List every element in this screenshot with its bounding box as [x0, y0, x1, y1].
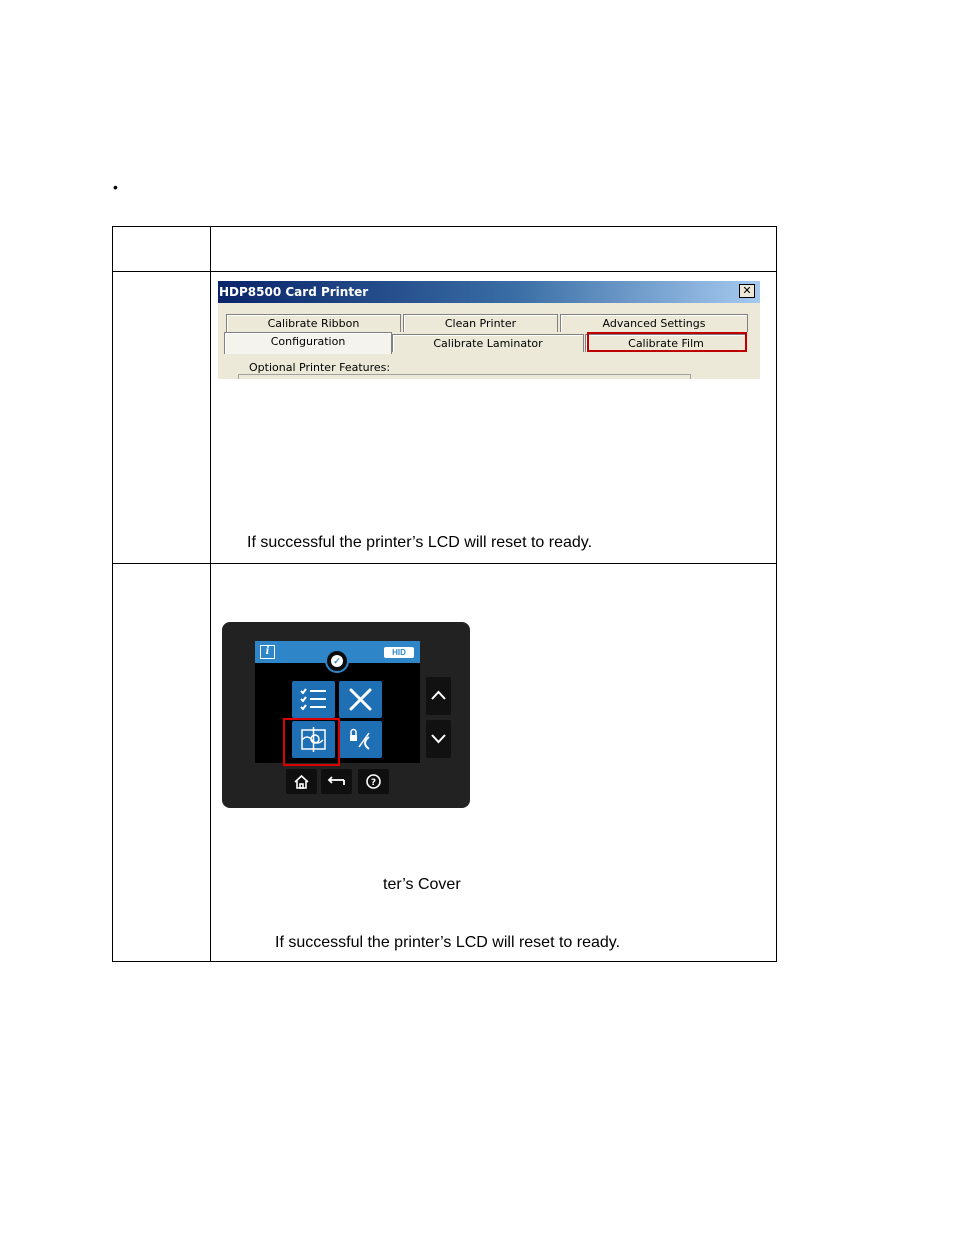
scroll-up-button[interactable] [426, 677, 451, 715]
row2-partial-text: ter’s Cover [383, 876, 461, 893]
bullet-point: • [113, 179, 118, 195]
row2-result-text: If successful the printer’s LCD will reset to ready. [275, 934, 621, 951]
help-button[interactable] [358, 769, 389, 794]
scroll-down-button[interactable] [426, 720, 451, 758]
home-button[interactable] [286, 769, 317, 794]
calibrate-film-highlight [587, 332, 747, 352]
printer-dialog-screenshot [218, 281, 760, 379]
row1-result-text: If successful the printer’s LCD will reset to ready. [247, 534, 593, 551]
tab-advanced-settings[interactable]: Advanced Settings [560, 314, 748, 332]
row-divider-1 [113, 563, 776, 564]
lcd-screen [255, 641, 420, 763]
column-divider [210, 227, 211, 961]
optional-features-group [238, 374, 691, 379]
printer-lcd-screenshot [222, 622, 470, 808]
close-icon[interactable]: ✕ [739, 284, 755, 298]
tab-configuration[interactable]: Configuration [224, 332, 392, 354]
tab-clean-printer[interactable]: Clean Printer [403, 314, 558, 332]
back-button[interactable] [321, 769, 352, 794]
menu-list-icon[interactable] [292, 681, 335, 718]
dialog-title: HDP8500 Card Printer [218, 281, 760, 303]
info-icon[interactable]: i [260, 645, 275, 659]
calibrate-highlight [283, 718, 340, 766]
row-divider-header [113, 271, 776, 272]
tools-icon[interactable] [339, 681, 382, 718]
status-ready-icon: ✓ [325, 649, 349, 673]
hid-logo: HID [384, 647, 414, 658]
tab-calibrate-ribbon[interactable]: Calibrate Ribbon [226, 314, 401, 332]
tab-calibrate-film[interactable]: Calibrate Film [585, 334, 747, 352]
group-label: Optional Printer Features: [246, 361, 393, 374]
svg-text:?: ? [370, 778, 377, 788]
security-icon[interactable] [339, 721, 382, 758]
tab-calibrate-laminator[interactable]: Calibrate Laminator [392, 334, 584, 352]
